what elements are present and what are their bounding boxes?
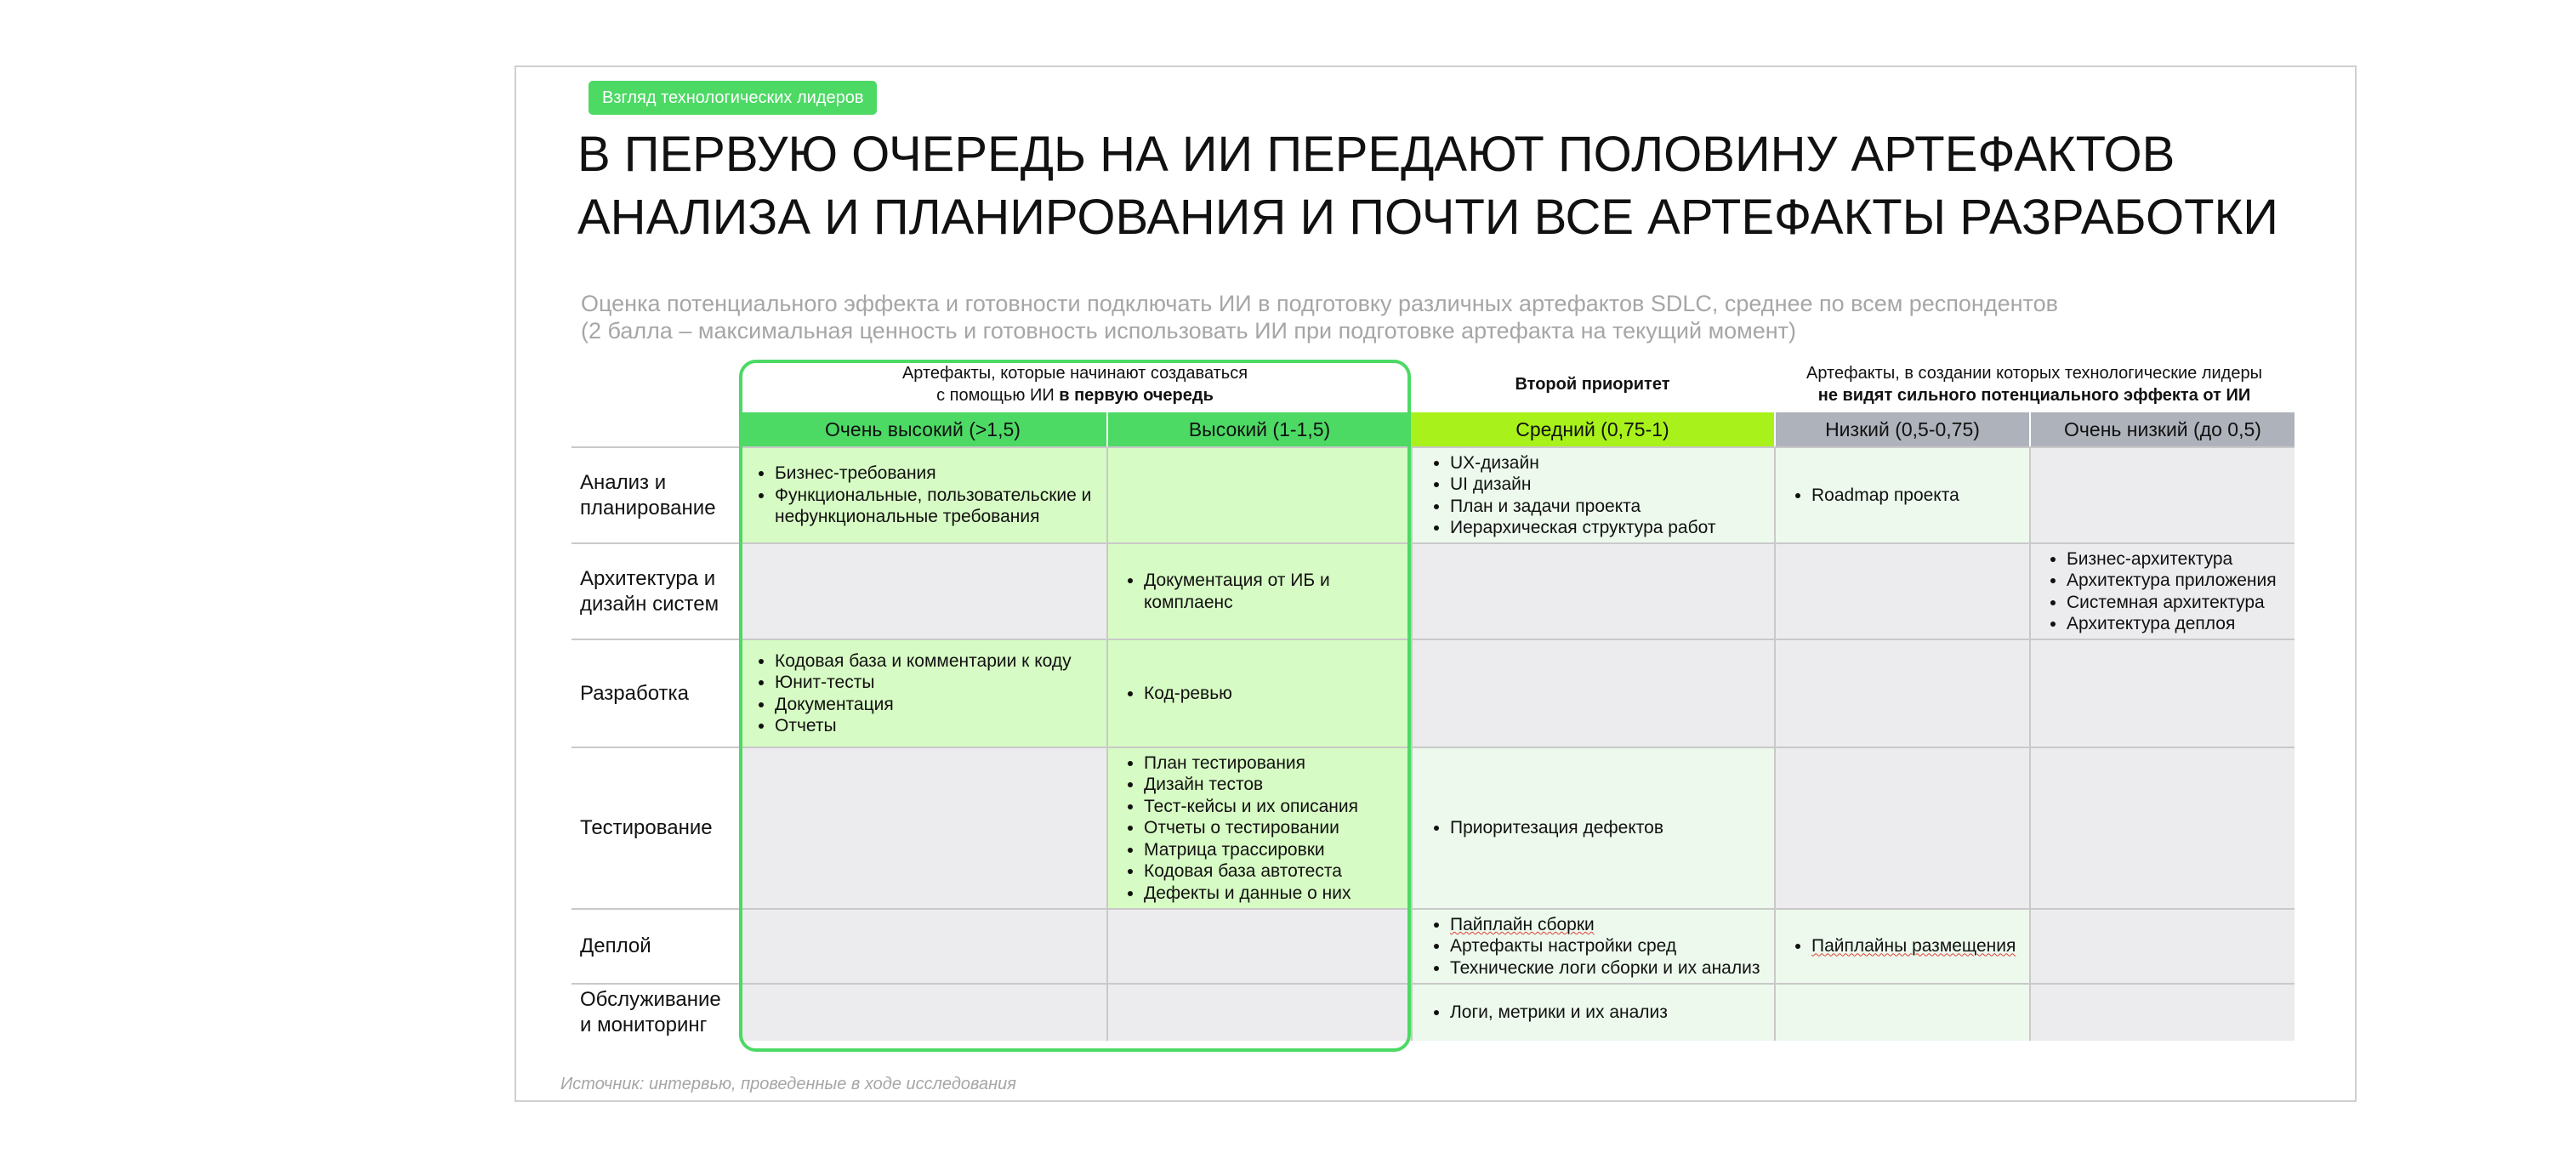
cell-development-very-high — [739, 640, 1106, 747]
list-item: • Дизайн тестов — [1144, 774, 1358, 796]
row-label-development: Разработка — [580, 681, 689, 705]
list-item: • UX-дизайн — [1450, 452, 1715, 474]
row-label-line: планирование — [580, 496, 716, 520]
row-label-maintenance — [580, 985, 733, 1041]
cell-development-very-low — [2029, 640, 2295, 747]
list-item: • Бизнес-требования — [775, 463, 1098, 485]
title-line-2: АНАЛИЗА И ПЛАНИРОВАНИЯ И ПОЧТИ ВСЕ АРТЕФАКТЫ РАЗРАБОТКИ — [577, 190, 2278, 245]
cell-testing-very-low — [2029, 748, 2295, 908]
page-title — [577, 123, 2346, 249]
subtitle-line-2: (2 балла – максимальная ценность и готовность использовать ИИ при подготовке артефакта на текущий момент) — [581, 318, 1797, 344]
list-item: • Технические логи сборки и их анализ — [1450, 957, 1760, 979]
cell-testing-low — [1774, 748, 2029, 908]
list-item: • План тестирования — [1144, 752, 1358, 775]
row-label-architecture — [580, 544, 733, 639]
column-header-high: Высокий (1-1,5) — [1106, 412, 1411, 446]
artifact-list — [739, 650, 1080, 737]
group-heading-first-bold: в первую очередь — [1059, 386, 1214, 405]
list-item: • Системная архитектура — [2067, 592, 2277, 614]
row-label-line: Анализ и — [580, 470, 667, 494]
list-item — [1811, 935, 2016, 957]
list-item: • Матрица трассировки — [1144, 839, 1358, 861]
list-item: • Отчеты о тестировании — [1144, 817, 1358, 839]
cell-deploy-very-low — [2029, 910, 2295, 983]
cell-architecture-very-low — [2029, 544, 2295, 639]
list-item: • Архитектура деплоя — [2067, 613, 2277, 635]
cell-architecture-high — [1106, 544, 1411, 639]
group-heading-second-label: Второй приоритет — [1515, 375, 1670, 394]
table-row-analysis — [571, 446, 2295, 542]
table-row-architecture — [571, 542, 2295, 639]
cell-maintenance-very-high — [739, 985, 1106, 1041]
list-item: • Отчеты — [775, 715, 1072, 737]
title-line-1: В ПЕРВУЮ ОЧЕРЕДЬ НА ИИ ПЕРЕДАЮТ ПОЛОВИНУ АРТЕФАКТОВ — [577, 127, 2175, 182]
cell-analysis-high — [1106, 448, 1411, 542]
cell-development-low — [1774, 640, 2029, 747]
artifact-list — [2031, 548, 2285, 635]
cell-deploy-medium — [1411, 910, 1774, 983]
cell-architecture-very-high — [739, 544, 1106, 639]
artifact-list — [1108, 570, 1411, 613]
row-label-line: и мониторинг — [580, 1014, 708, 1036]
cell-analysis-low — [1774, 448, 2029, 542]
subtitle — [581, 290, 2333, 344]
group-heading-first-priority — [739, 356, 1411, 412]
list-item: • Код-ревью — [1144, 683, 1232, 705]
row-label-testing: Тестирование — [580, 816, 713, 839]
cell-deploy-very-high — [739, 910, 1106, 983]
column-header-very-high: Очень высокий (>1,5) — [739, 412, 1106, 446]
table-row-development — [571, 639, 2295, 747]
cell-analysis-very-high — [739, 448, 1106, 542]
cell-maintenance-medium — [1411, 985, 1774, 1041]
table-row-maintenance — [571, 983, 2295, 1041]
cell-development-high — [1106, 640, 1411, 747]
list-item: • Документация от ИБ и комплаенс — [1144, 570, 1402, 613]
list-item: • Архитектура приложения — [2067, 570, 2277, 592]
list-item: • Документация — [775, 694, 1072, 716]
list-item: • План и задачи проекта — [1450, 496, 1715, 518]
subtitle-line-1: Оценка потенциального эффекта и готовности подключать ИИ в подготовку различных артефактов SDLC, среднее по всем респондентов — [581, 291, 2058, 316]
artifact-list — [1776, 485, 1968, 507]
list-item: • Артефакты настройки сред — [1450, 935, 1760, 957]
row-label-deploy: Деплой — [580, 934, 651, 957]
column-header-medium: Средний (0,75-1) — [1411, 412, 1774, 446]
cell-development-medium — [1411, 640, 1774, 747]
list-item: • Логи, метрики и их анализ — [1450, 1002, 1668, 1024]
cell-deploy-low — [1774, 910, 2029, 983]
list-item: • Дефекты и данные о них — [1144, 883, 1358, 905]
list-item: • Приоритезация дефектов — [1450, 817, 1663, 839]
row-label-line: Архитектура и — [580, 566, 716, 590]
column-header-very-low: Очень низкий (до 0,5) — [2029, 412, 2295, 446]
list-item: • Тест-кейсы и их описания — [1144, 796, 1358, 818]
cell-deploy-high — [1106, 910, 1411, 983]
cell-architecture-medium — [1411, 544, 1774, 639]
artifact-list — [1776, 935, 2024, 957]
cell-testing-very-high — [739, 748, 1106, 908]
section-tag: Взгляд технологических лидеров — [589, 81, 877, 115]
group-heading-low-line2: не видят сильного потенциального эффекта от ИИ — [1817, 386, 2251, 405]
table-row-deploy — [571, 908, 2295, 983]
artifact-list — [1413, 452, 1724, 539]
row-label-analysis — [580, 448, 733, 542]
list-item: • Бизнес-архитектура — [2067, 548, 2277, 571]
cell-maintenance-high — [1106, 985, 1411, 1041]
list-item: • Roadmap проекта — [1811, 485, 1959, 507]
list-item: • Кодовая база и комментарии к коду — [775, 650, 1072, 673]
group-heading-low-line1: Артефакты, в создании которых технологические лидеры — [1806, 364, 2262, 383]
source-note: Источник: интервью, проведенные в ходе исследования — [560, 1075, 1016, 1093]
cell-maintenance-low — [1774, 985, 2029, 1041]
group-heading-first-line1: Артефакты, которые начинают создаваться — [901, 364, 1248, 383]
cell-analysis-very-low — [2029, 448, 2295, 542]
cell-testing-medium — [1411, 748, 1774, 908]
row-label-line: Обслуживание — [580, 988, 721, 1011]
group-heading-second-priority — [1411, 356, 1774, 412]
cell-architecture-low — [1774, 544, 2029, 639]
group-heading-first-line2 — [739, 384, 1411, 406]
group-heading-low-effect — [1774, 356, 2295, 412]
artifact-list — [1108, 683, 1241, 705]
artifact-list — [1413, 914, 1768, 979]
cell-testing-high — [1106, 748, 1411, 908]
list-item-text: Пайплайны размещения — [1811, 936, 2016, 957]
cell-maintenance-very-low — [2029, 985, 2295, 1041]
list-item: • Кодовая база автотеста — [1144, 860, 1358, 883]
artifact-list — [1413, 1002, 1676, 1024]
list-item: • UI дизайн — [1450, 474, 1715, 496]
row-label-line: дизайн систем — [580, 592, 719, 616]
list-item — [1450, 914, 1760, 936]
list-item-text: Пайплайн сборки — [1450, 914, 1595, 934]
artifact-list — [1413, 817, 1672, 839]
group-heading-first-prefix: с помощью ИИ — [936, 386, 1060, 405]
list-item: • Иерархическая структура работ — [1450, 517, 1715, 539]
artifact-list — [1108, 752, 1367, 905]
column-header-low: Низкий (0,5-0,75) — [1774, 412, 2029, 446]
slide — [515, 65, 2357, 1102]
list-item: • Функциональные, пользовательские и нефункциональные требования — [775, 485, 1098, 528]
cell-analysis-medium — [1411, 448, 1774, 542]
table-row-testing — [571, 747, 2295, 908]
artifact-list — [739, 463, 1106, 528]
list-item: • Юнит-тесты — [775, 672, 1072, 694]
